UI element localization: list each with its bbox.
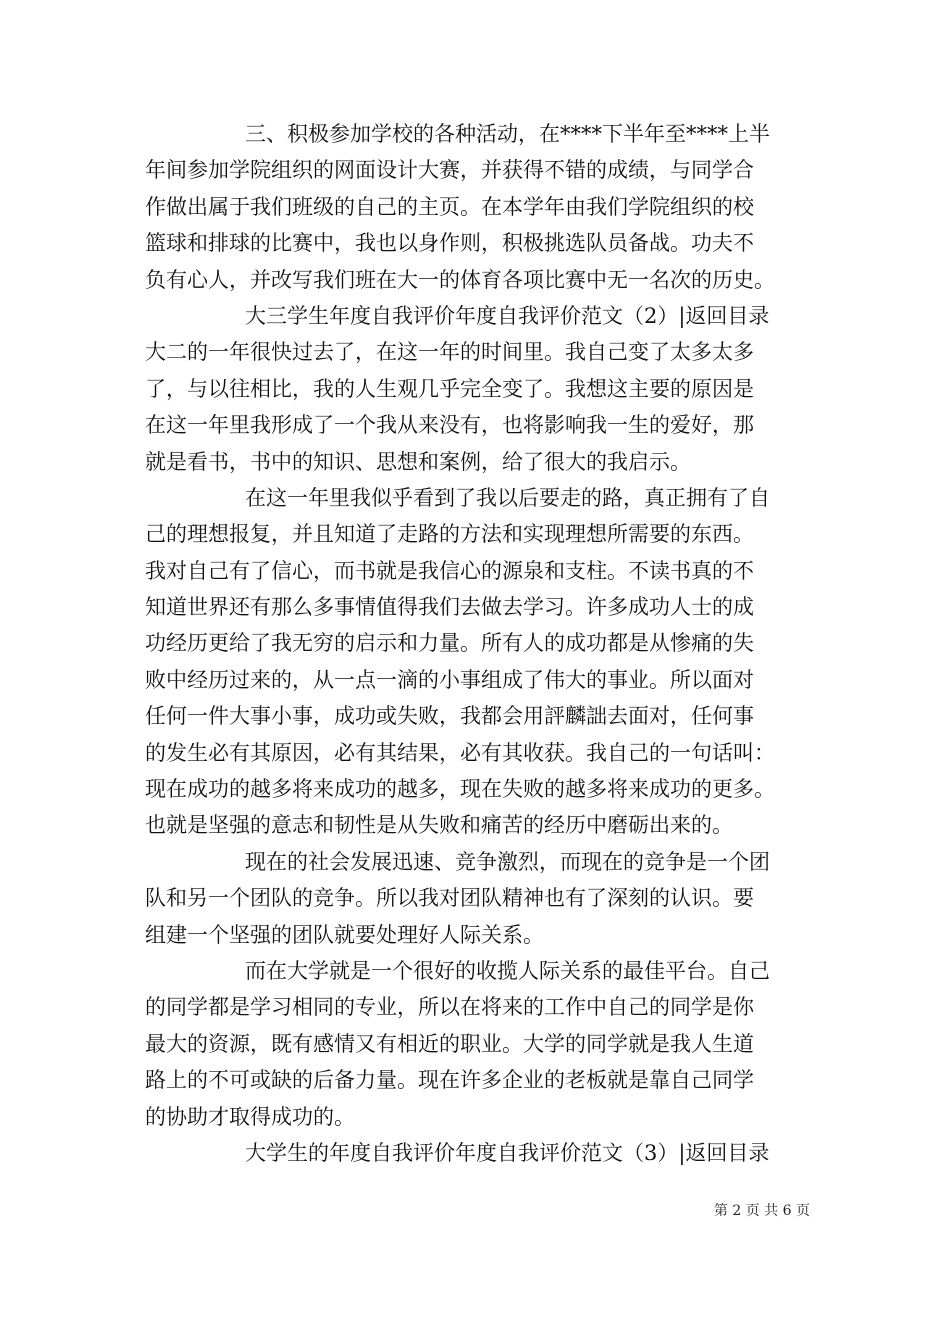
paragraph-5-line-1: 而在大学就是一个很好的收揽人际关系的最佳平台。自己 <box>245 958 770 983</box>
paragraph-5-line-3: 最大的资源，既有感情又有相近的职业。大学的同学就是我人生道 <box>145 1031 754 1056</box>
paragraph-4-line-1: 现在的社会发展迅速、竞争激烈，而现在的竞争是一个团 <box>245 849 770 874</box>
paragraph-1-line-2: 年间参加学院组织的网面设计大赛，并获得不错的成绩，与同学合 <box>145 158 754 183</box>
paragraph-5-line-5: 的协助才取得成功的。 <box>145 1104 355 1129</box>
paragraph-4-line-3: 组建一个坚强的团队就要处理好人际关系。 <box>145 922 544 947</box>
paragraph-3-line-2: 己的理想报复，并且知道了走路的方法和实现理想所需要的东西。 <box>145 522 754 547</box>
paragraph-2-line-2: 大二的一年很快过去了，在这一年的时间里。我自己变了太多太多 <box>145 340 754 365</box>
page-number: 第 2 页 共 6 页 <box>713 1203 810 1219</box>
section-heading-3: 大学生的年度自我评价年度自我评价范文（3）|返回目录 <box>245 1140 770 1165</box>
paragraph-3-line-7: 任何一件大事小事，成功或失败，我都会用評麟詘去面对，任何事 <box>145 704 754 729</box>
paragraph-3-line-10: 也就是坚强的意志和韧性是从失败和痛苦的经历中磨砺出来的。 <box>145 813 733 838</box>
paragraph-1-line-1: 三、积极参加学校的各种活动，在****下半年至****上半 <box>245 122 770 146</box>
paragraph-1-line-4: 篮球和排球的比赛中，我也以身作则，积极挑选队员备战。功夫不 <box>145 231 754 256</box>
paragraph-3-line-6: 败中经历过来的，从一点一滴的小事组成了伟大的事业。所以面对 <box>145 667 754 692</box>
paragraph-3-line-9: 现在成功的越多将来成功的越多，现在失败的越多将来成功的更多。 <box>145 777 775 802</box>
paragraph-3-line-1: 在这一年里我似乎看到了我以后要走的路，真正拥有了自 <box>245 485 770 510</box>
document-body <box>145 116 810 1171</box>
paragraph-2-line-4: 在这一年里我形成了一个我从来没有，也将影响我一生的爱好，那 <box>145 413 754 438</box>
paragraph-2-line-3: 了，与以往相比，我的人生观几乎完全变了。我想这主要的原因是 <box>145 376 754 401</box>
paragraph-2-line-5: 就是看书，书中的知识、思想和案例，给了很大的我启示。 <box>145 449 691 474</box>
paragraph-3-line-4: 知道世界还有那么多事情值得我们去做去学习。许多成功人士的成 <box>145 595 754 620</box>
section-heading-2: 大三学生年度自我评价年度自我评价范文（2）|返回目录 <box>245 303 770 328</box>
paragraph-3-line-8: 的发生必有其原因，必有其结果，必有其收获。我自己的一句话叫： <box>145 740 775 765</box>
paragraph-5-line-2: 的同学都是学习相同的专业，所以在将来的工作中自己的同学是你 <box>145 995 754 1020</box>
paragraph-1-line-3: 作做出属于我们班级的自己的主页。在本学年由我们学院组织的校 <box>145 194 754 219</box>
paragraph-1-line-5: 负有心人，并改写我们班在大一的体育各项比赛中无一名次的历史。 <box>145 267 775 292</box>
paragraph-4-line-2: 队和另一个团队的竞争。所以我对团队精神也有了深刻的认识。要 <box>145 886 754 911</box>
paragraph-3-line-3: 我对自己有了信心，而书就是我信心的源泉和支柱。不读书真的不 <box>145 558 754 583</box>
paragraph-3-line-5: 功经历更给了我无穷的启示和力量。所有人的成功都是从惨痛的失 <box>145 631 754 656</box>
paragraph-5-line-4: 路上的不可或缺的后备力量。现在许多企业的老板就是靠自己同学 <box>145 1068 754 1093</box>
